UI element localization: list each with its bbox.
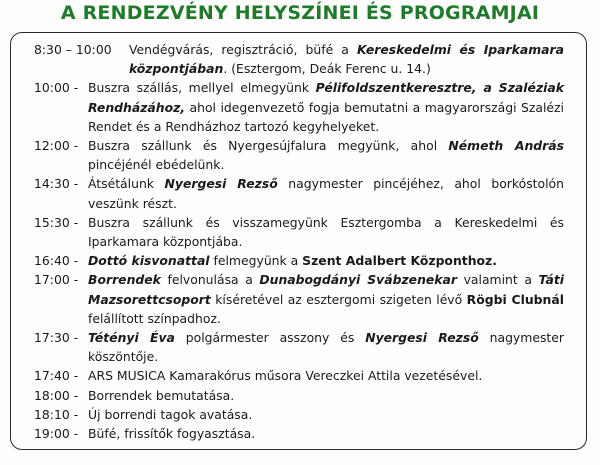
highlighted-name: Szent Adalbert Központhoz.: [302, 253, 497, 269]
schedule-item: [34, 328, 564, 366]
description-text: felmegyünk a: [209, 253, 303, 269]
schedule-time: 18:10 -: [34, 406, 79, 422]
schedule-time: 16:40 -: [34, 253, 79, 269]
schedule-item: [34, 405, 564, 424]
schedule-item: [34, 270, 564, 328]
schedule-item: [34, 366, 564, 385]
schedule-description: [88, 251, 564, 270]
description-text: felállított színpadhoz.: [88, 310, 221, 326]
highlighted-name: Kereskedelmi és Iparkamara: [356, 42, 564, 57]
description-text: ARS MUSICA Kamarakórus műsora Vereczkei Attila vezetésével.: [88, 368, 483, 384]
description-text: Átsétálunk: [88, 176, 165, 192]
description-text: Új borrendi tagok avatása.: [88, 406, 253, 422]
schedule-time: 8:30 – 10:00: [34, 42, 112, 57]
schedule-time: 18:00 -: [34, 387, 79, 403]
highlighted-name: Dottó kisvonattal: [88, 253, 210, 269]
schedule-item: [34, 424, 564, 443]
schedule-item: [34, 251, 564, 270]
schedule-description: [88, 424, 564, 443]
description-text: pincéjénél ebédelünk.: [88, 157, 225, 173]
description-text: kíséretével az esztergomi szigeten lévő: [210, 291, 467, 307]
description-text: Borrendek bemutatása.: [88, 387, 235, 403]
highlighted-name: Táti Mazsorettcsoport: [88, 272, 565, 307]
schedule-time: 17:00 -: [34, 272, 79, 288]
highlighted-name: Dunabogdányi Svábzenekar: [259, 272, 458, 288]
highlighted-name: Pélifoldszentkeresztre, a Szaléziak Rendházához,: [88, 80, 565, 115]
schedule-time: 12:00 -: [34, 138, 79, 154]
schedule-item: [34, 40, 564, 78]
description-text: nagymester köszöntője.: [88, 330, 564, 365]
description-text: ahol idegenvezető fogja bemutatni a magyarországi Szalézi Rendet és a Rendházhoz tartozó kegyhelyeket.: [88, 99, 564, 134]
schedule-item: [34, 136, 564, 174]
schedule-description: [88, 78, 564, 136]
schedule-description: [88, 270, 564, 328]
schedule-description: [88, 174, 564, 212]
highlighted-name: Németh András: [448, 138, 564, 154]
schedule-item: [34, 386, 564, 405]
schedule-time: 15:30 -: [34, 214, 79, 230]
description-text: . (Esztergom, Deák Ferenc u. 14.): [223, 61, 431, 77]
schedule-description: [88, 405, 564, 424]
description-text: Buszra szállás, mellyel elmegyünk: [88, 80, 316, 96]
schedule-item: [34, 213, 564, 251]
highlighted-name: Nyergesi Rezső: [164, 176, 278, 192]
description-text: Vendégvárás, regisztráció, büfé a: [129, 42, 357, 57]
schedule-list: [34, 40, 564, 443]
description-text: valamint a: [457, 272, 539, 288]
schedule-description: [88, 366, 564, 385]
highlighted-name: Tétényi Éva: [88, 330, 175, 346]
highlighted-name: Rögbi Clubnál: [466, 291, 564, 307]
highlighted-name: Nyergesi Rezső: [365, 330, 479, 346]
description-text: Buszra szállunk és Nyergesújfalura megyünk, ahol: [88, 138, 449, 154]
highlighted-name: központjában: [129, 61, 224, 77]
schedule-time: 17:40 -: [34, 368, 79, 384]
description-text: nagymester pincéjéhez, ahol borkóstolón veszünk részt.: [88, 176, 564, 211]
schedule-description: [88, 213, 564, 251]
schedule-time: 17:30 -: [34, 330, 79, 346]
schedule-item: [34, 78, 564, 136]
schedule-description: [88, 136, 564, 174]
schedule-description: [129, 40, 564, 78]
schedule-time: 14:30 -: [34, 176, 79, 192]
description-text: felvonulása a: [160, 272, 260, 288]
schedule-time: 10:00 -: [34, 80, 79, 96]
schedule-description: [88, 328, 564, 366]
schedule-time: 19:00 -: [34, 426, 79, 442]
schedule-item: [34, 174, 564, 212]
schedule-description: [88, 386, 564, 405]
highlighted-name: Borrendek: [88, 272, 161, 288]
description-text: polgármester asszony és: [174, 330, 366, 346]
page-title: A RENDEZVÉNY HELYSZÍNEI ÉS PROGRAMJAI: [60, 2, 540, 24]
description-text: Büfé, frissítők fogyasztása.: [88, 426, 256, 442]
description-text: Buszra szállunk és visszamegyünk Esztergomba a Kereskedelmi és Iparkamara központjába.: [88, 214, 564, 250]
